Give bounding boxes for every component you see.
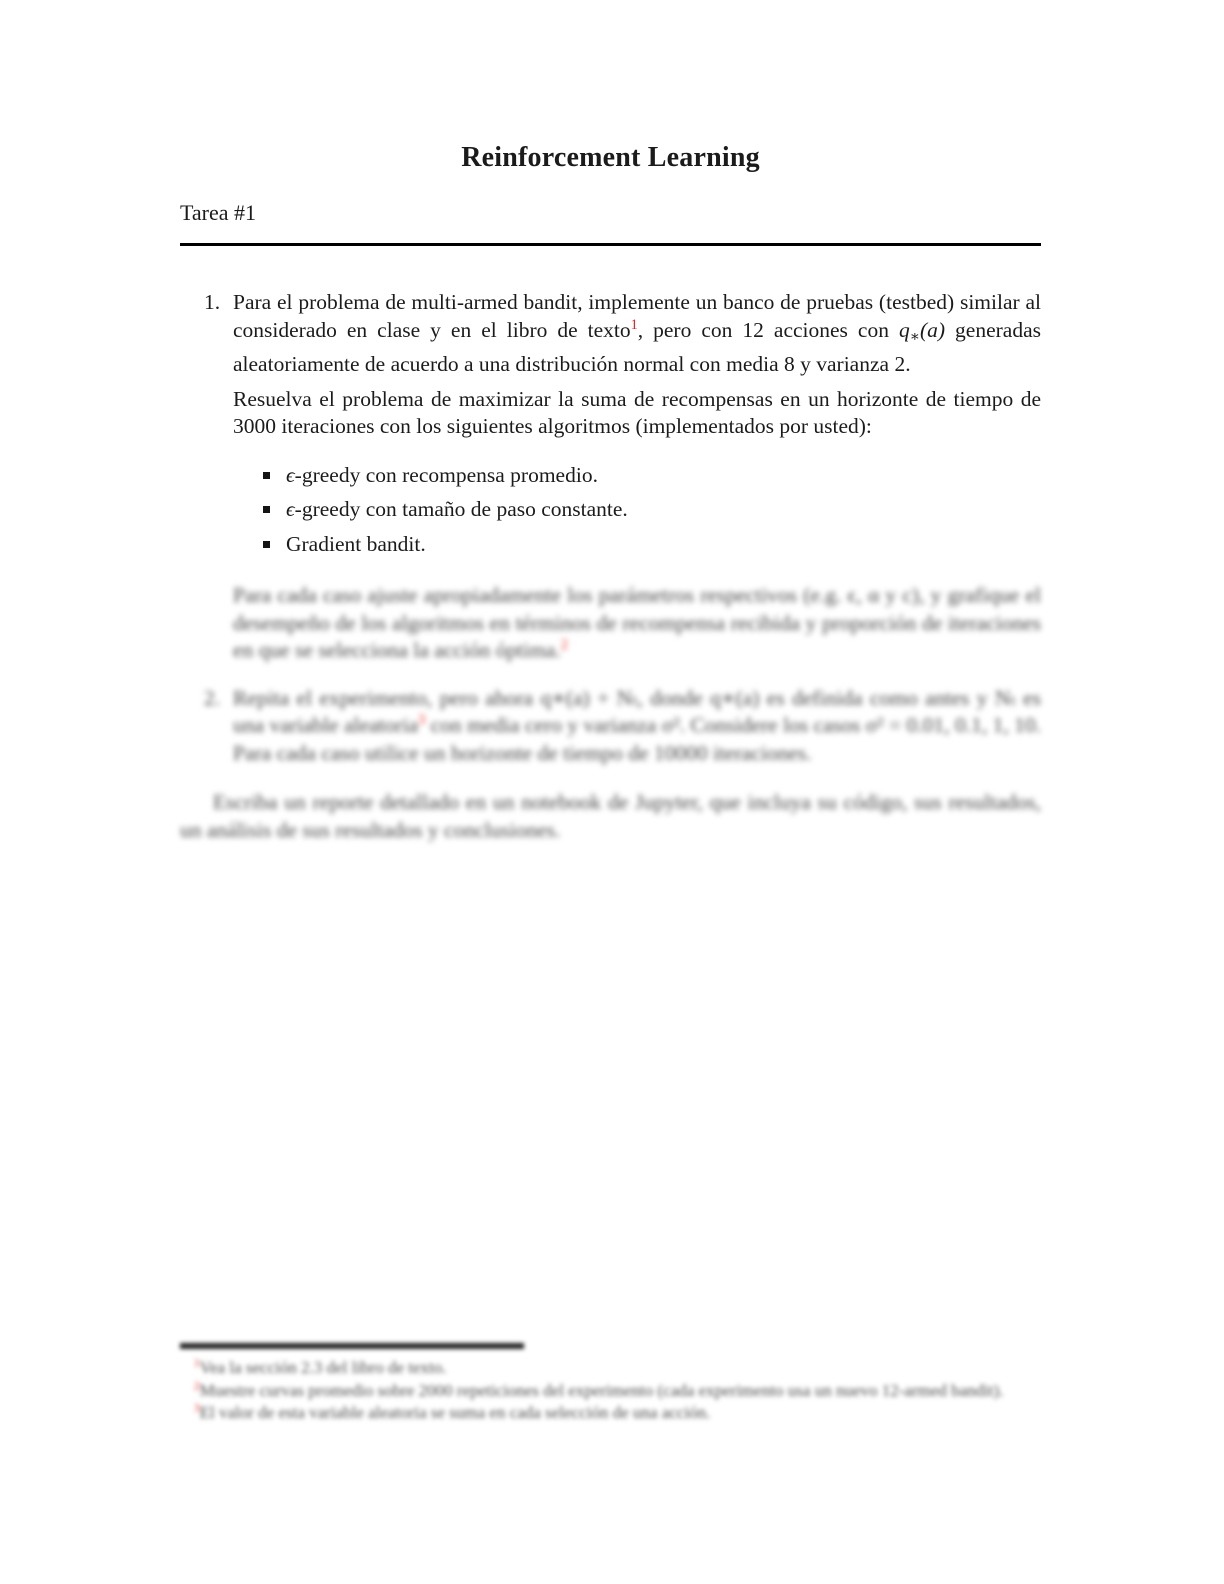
item-1-body [233, 289, 1041, 665]
square-bullet-icon [263, 472, 270, 479]
paragraph-text: , pero con 12 acciones con [637, 317, 899, 342]
assignment-label: Tarea #1 [180, 200, 257, 225]
footnotes-section [180, 1343, 1041, 1424]
item-2-blurred-paragraph [233, 685, 1041, 768]
bullet-label [286, 531, 426, 559]
footnote-ref-3-link[interactable]: 3 [418, 711, 426, 728]
square-bullet-icon [263, 506, 270, 513]
footnote-3-marker: 3 [194, 1402, 200, 1415]
footnote-1 [180, 1358, 1041, 1379]
footnote-rule [180, 1343, 524, 1349]
footnote-2 [180, 1381, 1041, 1402]
page-content [180, 142, 1041, 844]
item-2-number: 2. [204, 685, 221, 710]
footnote-3 [180, 1403, 1041, 1424]
list-item [233, 531, 1041, 559]
bullet-text: -greedy con recompensa promedio. [294, 462, 598, 487]
paragraph-text: generadas aleatoriamente de acuerdo a una distribución normal con media 8 y varianza 2. [233, 317, 1041, 376]
blurred-text: Para cada caso ajuste apropiadamente los parámetros respectivos (e.g. ϵ, α y c), y grafique el desempeño de los algoritmos en términos de recompensa recibida y proporción de iteraciones en que se selecciona la acción óptima. [233, 583, 1041, 662]
square-bullet-icon [263, 541, 270, 548]
bullet-label [286, 462, 598, 490]
document-title: Reinforcement Learning [461, 142, 760, 173]
footnote-1-marker: 1 [194, 1357, 200, 1370]
bullet-text: -greedy con tamaño de paso constante. [294, 497, 628, 521]
blurred-text: Repita el experimento, pero ahora q∗(a) + Nₜ, donde q∗(a) es definida como antes y Nₜ es una variable aleatoria [233, 685, 1041, 737]
list-item [233, 496, 1041, 524]
blurred-text: con media cero y varianza σ². Considere los casos σ² = 0.01, 0.1, 1, 10. Para cada caso utilice un horizonte de tiempo de 10000 iteraciones. [233, 713, 1042, 765]
math-subscript-star: ∗ [909, 328, 920, 345]
list-item [233, 462, 1041, 490]
item-1-number: 1. [204, 290, 221, 314]
bullet-text: Gradient bandit. [286, 531, 426, 556]
item-2-body [233, 685, 1041, 768]
math-q-symbol: q [898, 317, 910, 342]
footnote-ref-1-link[interactable]: 1 [630, 316, 638, 333]
list-item-1 [180, 289, 1041, 665]
closing-blurred-paragraph: Escriba un reporte detallado en un notebook de Jupyter, que incluya su código, sus resultados, un análisis de sus resultados y conclusiones. [180, 790, 1041, 842]
header-rule [180, 243, 1041, 246]
footnote-1-text: Vea la sección 2.3 del libro de texto. [199, 1358, 447, 1377]
item-1-paragraph-2: Resuelva el problema de maximizar la suma de recompensas en un horizonte de tiempo de 3000 iteraciones con los siguientes algoritmos (implementados por usted): [233, 386, 1041, 438]
list-item-2 [180, 685, 1041, 768]
math-argument: (a) [919, 317, 946, 342]
footnote-2-text: Muestre curvas promedio sobre 2000 repeticiones del experimento (cada experimento usa un nuevo 12-armed bandit). [199, 1380, 1004, 1400]
item-1-paragraph-1 [233, 289, 1041, 379]
algorithm-bullet-list [233, 462, 1041, 559]
epsilon-symbol: ϵ [286, 462, 295, 487]
epsilon-symbol: ϵ [286, 497, 295, 521]
footnote-3-text: El valor de esta variable aleatoria se suma en cada selección de una acción. [199, 1403, 711, 1422]
bullet-label [286, 496, 628, 524]
footnote-ref-2-link[interactable]: 2 [560, 636, 568, 653]
item-1-blurred-paragraph [233, 582, 1041, 665]
footnote-2-marker: 2 [194, 1379, 200, 1392]
paragraph-text: Para el problema de multi-armed bandit, implemente un banco de pruebas (testbed) similar al considerado en clase y en el libro de texto [233, 290, 1041, 342]
